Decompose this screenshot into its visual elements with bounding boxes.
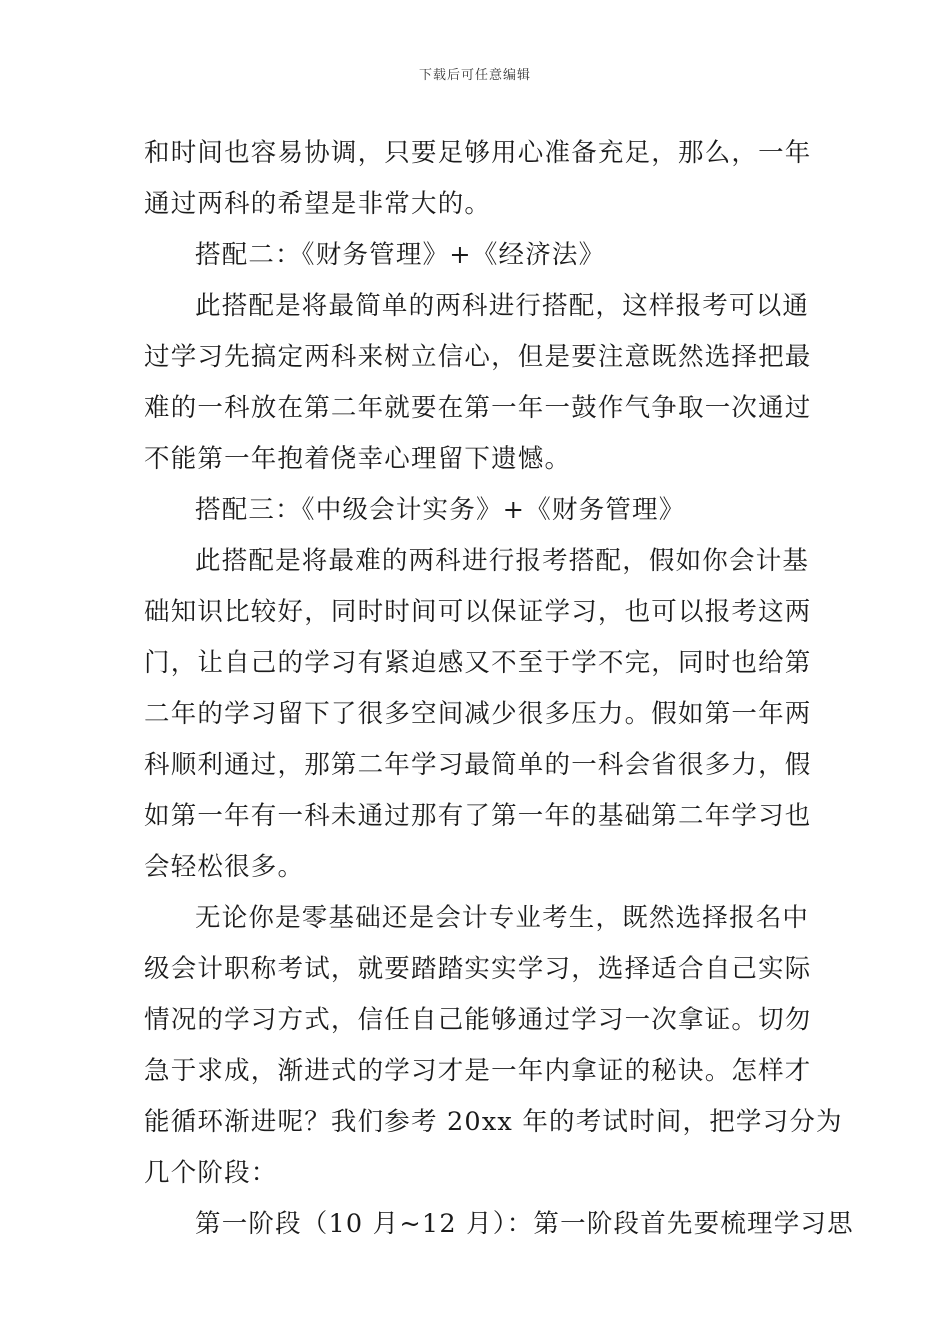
text-line: 通过两科的希望是非常大的。 bbox=[144, 189, 492, 219]
text-line: 础知识比较好，同时时间可以保证学习，也可以报考这两 bbox=[144, 597, 812, 627]
section-heading: 搭配二：《财务管理》+《经济法》 bbox=[195, 240, 606, 270]
text-line: 如第一年有一科未通过那有了第一年的基础第二年学习也 bbox=[144, 801, 812, 831]
text-line: 不能第一年抱着侥幸心理留下遗憾。 bbox=[144, 444, 572, 474]
text-line: 科顺利通过，那第二年学习最简单的一科会省很多力，假 bbox=[144, 750, 812, 780]
page-header-note: 下载后可任意编辑 bbox=[418, 68, 531, 83]
text-line: 过学习先搞定两科来树立信心，但是要注意既然选择把最 bbox=[144, 342, 812, 372]
document-body bbox=[144, 128, 854, 1250]
section-heading: 搭配三：《中级会计实务》+《财务管理》 bbox=[195, 495, 686, 525]
text-line: 能循环渐进呢？我们参考 20xx 年的考试时间，把学习分为 bbox=[144, 1107, 843, 1137]
text-line: 二年的学习留下了很多空间减少很多压力。假如第一年两 bbox=[144, 699, 812, 729]
text-line: 难的一科放在第二年就要在第一年一鼓作气争取一次通过 bbox=[144, 393, 812, 423]
text-line: 第一阶段（10 月~12 月）：第一阶段首先要梳理学习思 bbox=[195, 1209, 854, 1239]
text-line: 此搭配是将最难的两科进行报考搭配，假如你会计基 bbox=[195, 546, 810, 576]
text-line: 门，让自己的学习有紧迫感又不至于学不完，同时也给第 bbox=[144, 648, 812, 678]
text-line: 情况的学习方式，信任自己能够通过学习一次拿证。切勿 bbox=[144, 1005, 812, 1035]
text-line: 级会计职称考试，就要踏踏实实学习，选择适合自己实际 bbox=[144, 954, 812, 984]
text-line: 会轻松很多。 bbox=[144, 852, 305, 882]
text-line: 此搭配是将最简单的两科进行搭配，这样报考可以通 bbox=[195, 291, 810, 321]
text-line: 和时间也容易协调，只要足够用心准备充足，那么，一年 bbox=[144, 138, 812, 168]
text-line: 几个阶段： bbox=[144, 1158, 278, 1188]
text-line: 急于求成，渐进式的学习才是一年内拿证的秘诀。怎样才 bbox=[144, 1056, 812, 1086]
text-line: 无论你是零基础还是会计专业考生，既然选择报名中 bbox=[195, 903, 810, 933]
